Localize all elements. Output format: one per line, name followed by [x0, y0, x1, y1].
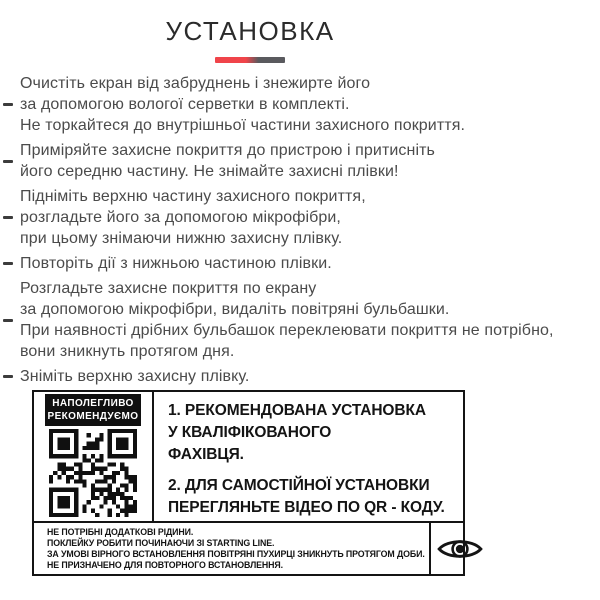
instruction-line: Підніміть верхню частину захисного покриття,	[20, 188, 366, 205]
list-item	[3, 140, 595, 182]
recommendation-box	[32, 390, 465, 576]
recommendation-line: 2. ДЛЯ САМОСТІЙНОЇ УСТАНОВКИ	[168, 477, 430, 494]
recommendation-text-panel	[154, 392, 463, 521]
instruction-text	[20, 140, 435, 182]
instruction-line: при цьому знімаючи нижню захисну плівку.	[20, 230, 343, 247]
header	[0, 17, 500, 63]
footnote-line: ПОКЛЕЙКУ РОБИТИ ПОЧИНАЮЧИ ЗІ STARTING LINE.	[47, 538, 275, 548]
recommendation-line: ПЕРЕГЛЯНЬТЕ ВІДЕО ПО QR - КОДУ.	[168, 499, 445, 516]
list-item	[3, 73, 595, 136]
instruction-line: за допомогою вологої серветки в комплекті.	[20, 96, 350, 113]
dash-bullet-icon	[3, 216, 13, 219]
instruction-line: вони зникнуть протягом дня.	[20, 343, 235, 360]
recommendation-line: 1. РЕКОМЕНДОВАНА УСТАНОВКА	[168, 402, 426, 419]
dash-bullet-icon	[3, 160, 13, 163]
instruction-line: Зніміть верхню захисну плівку.	[20, 368, 250, 385]
recommendation-box-top	[34, 392, 463, 521]
strongly-recommended-badge	[45, 394, 141, 426]
dash-bullet-icon	[3, 103, 13, 106]
instruction-text	[20, 253, 332, 274]
eye-icon	[437, 536, 483, 562]
recommendation-line: ФАХІВЦЯ.	[168, 446, 244, 463]
instruction-line: Очистіть екран від забруднень і знежирте його	[20, 75, 371, 92]
recommendation-item	[168, 475, 455, 519]
qr-code	[49, 429, 137, 517]
badge-line-2: РЕКОМЕНДУЄМО	[47, 410, 139, 422]
instruction-line: Розгладьте захисне покриття по екрану	[20, 280, 317, 297]
instruction-list	[3, 73, 595, 391]
footnote-line: ЗА УМОВІ ВІРНОГО ВСТАНОВЛЕННЯ ПОВІТРЯНІ ПУХИРЦІ ЗНИКНУТЬ ПРОТЯГОМ ДОБИ.	[47, 549, 425, 559]
accent-divider	[215, 57, 285, 63]
footnote-line: НЕ ПРИЗНАЧЕНО ДЛЯ ПОВТОРНОГО ВСТАНОВЛЕННЯ.	[47, 560, 283, 570]
qr-panel	[34, 392, 154, 521]
instruction-line: Не торкайтеся до внутрішньої частини захисного покриття.	[20, 117, 465, 134]
footnote-list	[34, 523, 429, 574]
list-item	[3, 278, 595, 362]
instruction-line: Приміряйте захисне покриття до пристрою і притисніть	[20, 142, 435, 159]
list-item	[3, 366, 595, 387]
instruction-line: При наявності дрібних бульбашок переклеювати покриття не потрібно,	[20, 322, 554, 339]
recommendation-line: У КВАЛІФІКОВАНОГО	[168, 424, 332, 441]
dash-bullet-icon	[3, 319, 13, 322]
instruction-line: його середню частину. Не знімайте захисні плівки!	[20, 163, 399, 180]
instruction-text	[20, 73, 465, 136]
eye-cell	[429, 523, 490, 574]
recommendation-box-footer	[34, 521, 463, 574]
instruction-line: Повторіть дії з нижньою частиною плівки.	[20, 255, 332, 272]
list-item	[3, 253, 595, 274]
page-title: УСТАНОВКА	[165, 16, 335, 46]
instruction-text	[20, 278, 554, 362]
instruction-line: розгладьте його за допомогою мікрофібри,	[20, 209, 341, 226]
instruction-line: за допомогою мікрофібри, видаліть повітряні бульбашки.	[20, 301, 450, 318]
dash-bullet-icon	[3, 262, 13, 265]
badge-line-1: НАПОЛЕГЛИВО	[52, 398, 134, 409]
list-item	[3, 186, 595, 249]
recommendation-item	[168, 400, 455, 466]
dash-bullet-icon	[3, 375, 13, 378]
instruction-text	[20, 366, 249, 387]
instruction-text	[20, 186, 366, 249]
footnote-line: НЕ ПОТРІБНІ ДОДАТКОВІ РІДИНИ.	[47, 527, 194, 537]
